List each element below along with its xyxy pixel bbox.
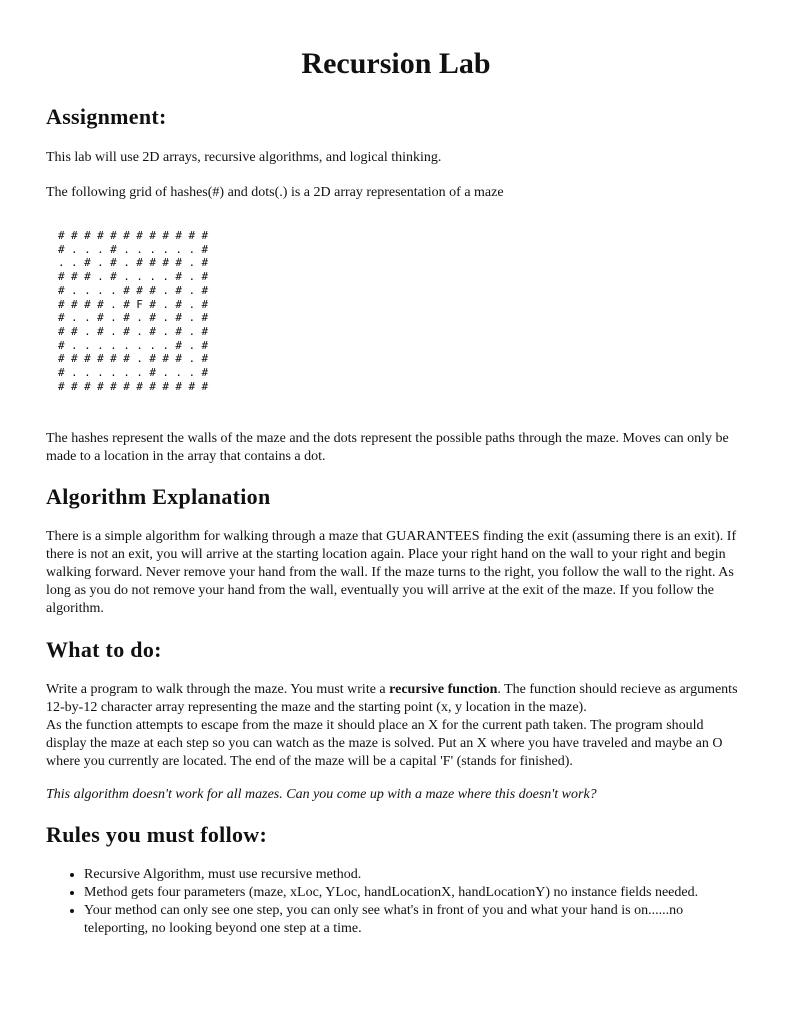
maze-row: # # # # # # # # # # # # [58, 229, 209, 242]
todo-para-2: As the function attempts to escape from the maze it should place an X for the current path taken. The program should display the maze at each step so you can watch as the maze is solved. Put an X where you have traveled and maybe an O where you currently are located. The end of the maze will be a capital 'F' (stands for finished). [46, 718, 723, 769]
maze-row: # # . # . # . # . # . # [58, 324, 209, 338]
rules-list-item: • Method gets four parameters (maze, xLoc, YLoc, handLocationX, handLocationY) no instance fields needed. [84, 884, 746, 902]
rules-heading: Rules you must follow: [46, 822, 268, 847]
algorithm-heading: Algorithm Explanation [46, 484, 271, 509]
rules-list [46, 866, 746, 938]
maze-row: # # # # # # # # # # # # [58, 379, 209, 393]
assignment-para-1: This lab will use 2D arrays, recursive algorithms, and logical thinking. [46, 150, 442, 165]
todo-para-1-end: . The function should recieve as arguments 12-by-12 character array representing the maze and the starting point (x, y location in the maze). [46, 682, 738, 715]
todo-italic-note: This algorithm doesn't work for all mazes. Can you come up with a maze where this doesn't work? [46, 787, 597, 802]
todo-para-1 [46, 681, 746, 717]
todo-heading: What to do: [46, 637, 162, 662]
assignment-para-3: The hashes represent the walls of the maze and the dots represent the possible paths through the maze. Moves can only be made to a location in the array that contains a dot. [46, 431, 729, 464]
page-title: Recursion Lab [301, 47, 491, 80]
assignment-heading: Assignment: [46, 104, 167, 129]
maze-row: # # # # . # F # . # . # [58, 297, 209, 311]
maze-row: # . . . . # # # . # . # [58, 283, 209, 297]
maze-grid [58, 229, 208, 393]
maze-row: # . . . . . . # . . . # [58, 366, 209, 380]
maze-row: # . . # . # . # . # . # [58, 311, 209, 325]
todo-para-1-bold: recursive function [389, 682, 498, 697]
maze-row: . . # . # . # # # # . # [58, 256, 209, 270]
rules-list-item: • Recursive Algorithm, must use recursive method. [84, 866, 746, 884]
algorithm-para: There is a simple algorithm for walking through a maze that GUARANTEES finding the exit (assuming there is an exit). If there is not an exit, you will arrive at the starting location again. Place your right hand on the wall to your right and begin walking forward. Never remove your hand from the wall. If the maze turns to the right, you follow the wall to the right. As long as you do not remove your hand from the wall, eventually you will arrive at the exit of the maze. If you follow the algorithm. [46, 529, 737, 616]
maze-row: # # # # # # . # # # . # [58, 352, 209, 366]
rules-list-item: • Your method can only see one step, you can only see what's in front of you and what your hand is on......no teleporting, no looking beyond one step at a time. [84, 902, 746, 938]
maze-row: # . . . . . . . . # . # [58, 338, 209, 352]
maze-row: # # # . # . . . . # . # [58, 270, 209, 284]
todo-para-1-start: Write a program to walk through the maze. You must write a [46, 682, 390, 697]
maze-row: # . . . # . . . . . . # [58, 242, 209, 256]
assignment-para-2: The following grid of hashes(#) and dots(.) is a 2D array representation of a maze [46, 185, 504, 200]
